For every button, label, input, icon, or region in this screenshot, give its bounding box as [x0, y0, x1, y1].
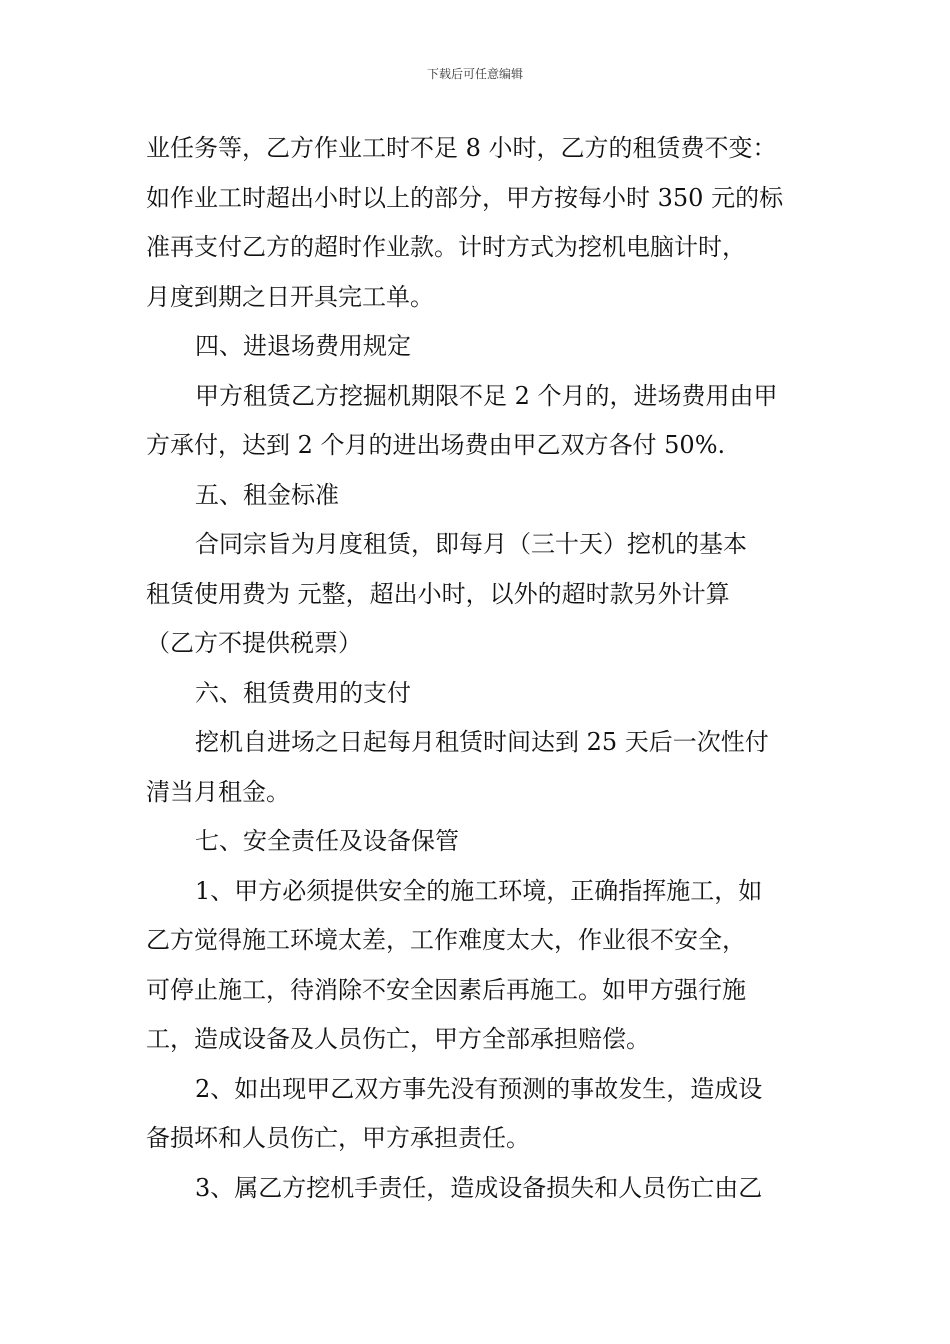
page-header: 下载后可任意编辑 — [426, 67, 523, 81]
text-line: 合同宗旨为月度租赁，即每月（三十天）挖机的基本 — [195, 530, 747, 558]
text-line: 月度到期之日开具完工单。 — [146, 282, 434, 311]
text-line: 方承付，达到 2 个月的进出场费由甲乙双方各付 50%. — [146, 431, 726, 459]
section-heading: 七、安全责任及设备保管 — [195, 827, 459, 855]
text-line: 1、甲方必须提供安全的施工环境，正确指挥施工，如 — [195, 876, 763, 905]
section-heading: 五、租金标准 — [195, 480, 339, 509]
document-body — [146, 124, 808, 1213]
text-line: 备损坏和人员伤亡，甲方承担责任。 — [146, 1124, 530, 1152]
section-heading: 四、进退场费用规定 — [195, 332, 411, 360]
text-line: 准再支付乙方的超时作业款。计时方式为挖机电脑计时， — [146, 233, 746, 261]
text-line: 如作业工时超出小时以上的部分，甲方按每小时 350 元的标 — [146, 183, 784, 212]
text-line: 清当月租金。 — [146, 777, 290, 806]
section-heading: 六、租赁费用的支付 — [195, 678, 411, 707]
text-line: 3、属乙方挖机手责任，造成设备损失和人员伤亡由乙 — [195, 1173, 763, 1202]
text-line: 业任务等，乙方作业工时不足 8 小时，乙方的租赁费不变： — [146, 134, 777, 162]
text-line: 乙方觉得施工环境太差，工作难度太大，作业很不安全， — [146, 926, 746, 954]
text-line: 甲方租赁乙方挖掘机期限不足 2 个月的，进场费用由甲 — [195, 381, 778, 410]
text-line: 工，造成设备及人员伤亡，甲方全部承担赔偿。 — [146, 1025, 650, 1053]
text-line: 挖机自进场之日起每月租赁时间达到 25 天后一次性付 — [195, 728, 769, 756]
text-line: （乙方不提供税票） — [146, 629, 362, 657]
text-line: 2、如出现甲乙双方事先没有预测的事故发生，造成设 — [195, 1074, 763, 1103]
text-line: 租赁使用费为 元整，超出小时，以外的超时款另外计算 — [146, 579, 730, 608]
text-line: 可停止施工，待消除不安全因素后再施工。如甲方强行施 — [146, 975, 746, 1004]
